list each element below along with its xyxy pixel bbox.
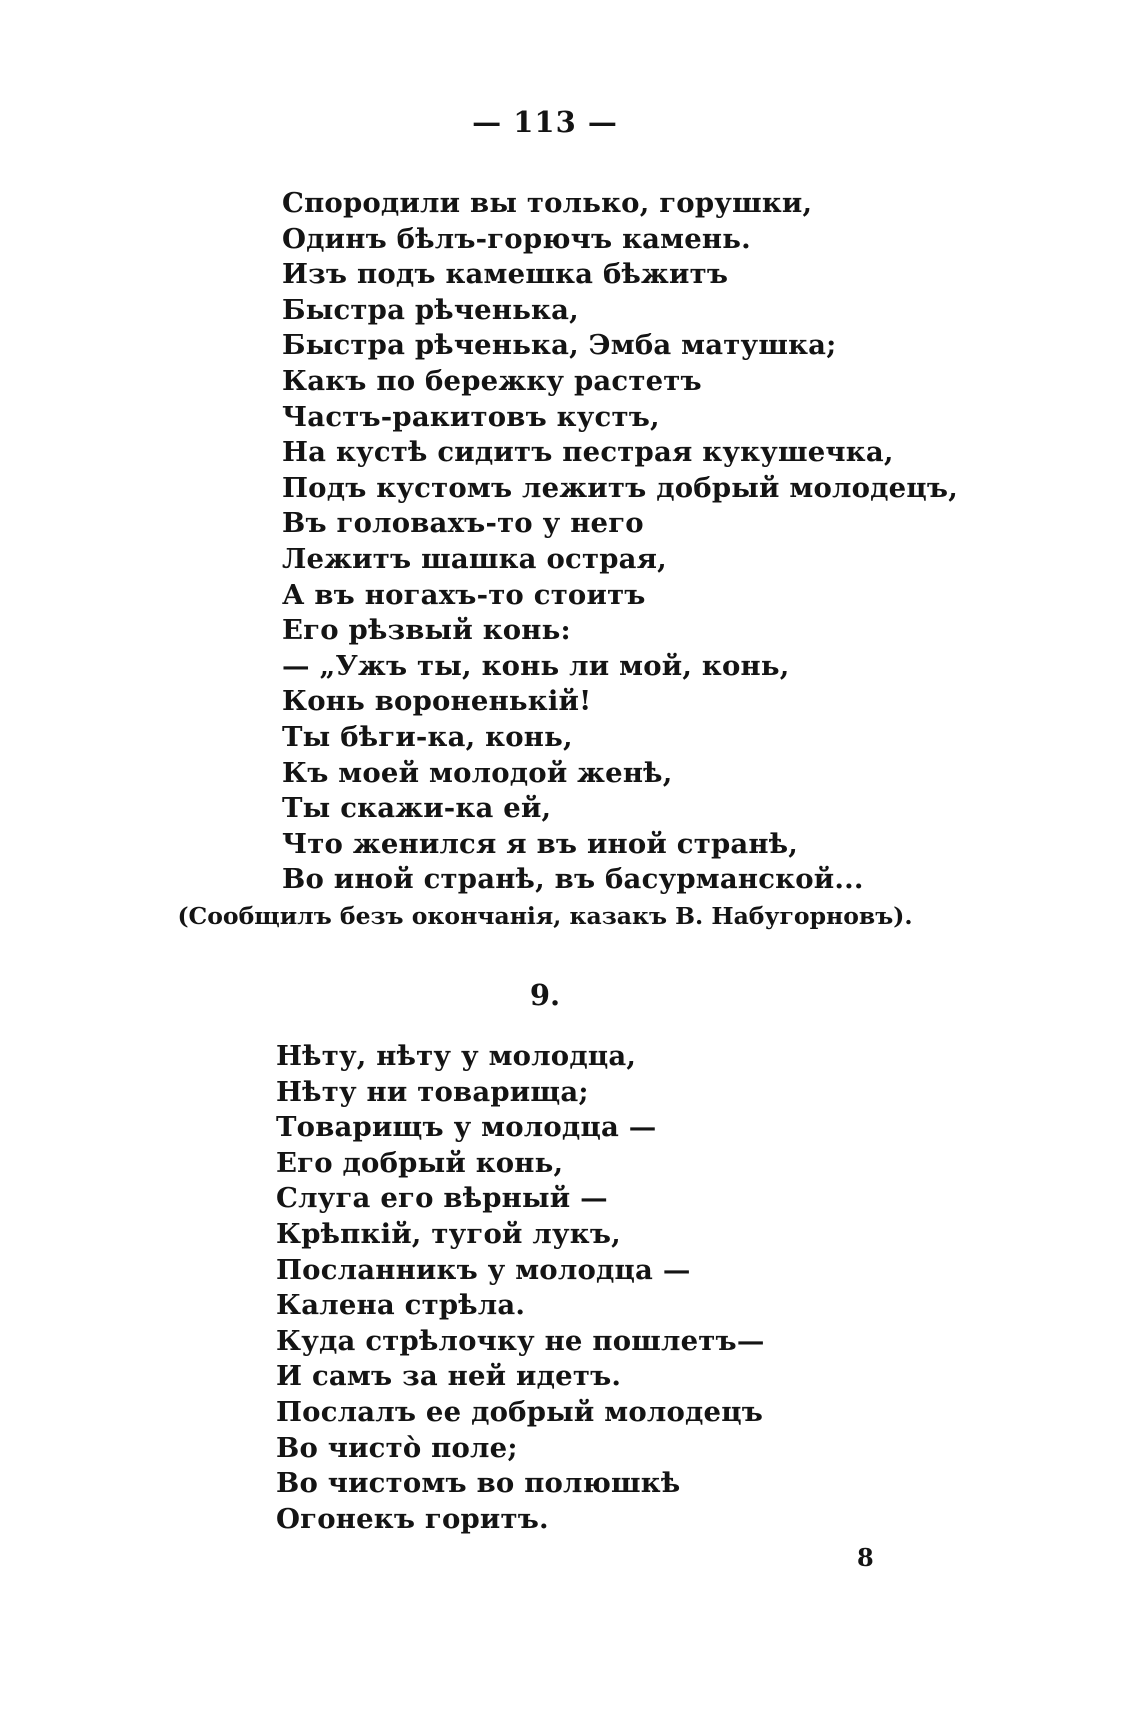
verse-line: Во иной странѣ, въ басурманской... <box>282 863 864 896</box>
page-number: — 113 — <box>472 105 618 139</box>
verse-line: Огонекъ горитъ. <box>276 1502 549 1535</box>
verse-line: Изъ подъ камешка бѣжитъ <box>282 258 729 291</box>
printer-signature-mark: 8 <box>857 1543 874 1572</box>
verse-line: Слуга его вѣрный — <box>276 1182 608 1215</box>
verse-line: Въ головахъ-то у него <box>282 507 644 540</box>
verse-line: — „Ужъ ты, конь ли мой, конь, <box>282 649 790 682</box>
verse-line: Товарищъ у молодца — <box>276 1111 657 1144</box>
verse-line: Калена стрѣла. <box>276 1289 526 1322</box>
song-8-attribution: (Сообщилъ безъ окончанія, казакъ В. Набугорновъ). <box>177 902 913 930</box>
verse-line: Лежитъ шашка острая, <box>282 542 667 575</box>
verse-line: Его добрый конь, <box>276 1146 564 1179</box>
verse-line: Куда стрѣлочку не пошлетъ— <box>276 1324 765 1357</box>
verse-line: Быстра рѣченька, Эмба матушка; <box>282 329 837 362</box>
verse-line: Нѣту, нѣту у молодца, <box>276 1040 637 1072</box>
verse-line: Спородили вы только, горушки, <box>282 187 813 219</box>
verse-line: Подъ кустомъ лежитъ добрый молодецъ, <box>282 471 958 504</box>
verse-line: Нѣту ни товарища; <box>276 1075 589 1108</box>
verse-line: Посланникъ у молодца — <box>276 1253 691 1286</box>
verse-line: Крѣпкій, тугой лукъ, <box>276 1217 621 1250</box>
song-9-number: 9. <box>529 978 561 1012</box>
verse-line: Послалъ ее добрый молодецъ <box>276 1395 764 1428</box>
verse-line: Что женился я въ иной странѣ, <box>282 827 799 860</box>
verse-line: Одинъ бѣлъ-горючъ камень. <box>282 222 751 255</box>
verse-line: Ты бѣги-ка, конь, <box>282 720 573 753</box>
verse-line: А въ ногахъ-то стоитъ <box>282 578 646 611</box>
verse-line: Во чистò поле; <box>276 1431 518 1464</box>
verse-line: Конь вороненькій! <box>282 685 592 718</box>
verse-line: И самъ за ней идетъ. <box>276 1360 622 1393</box>
verse-line: Ты скажи-ка ей, <box>282 792 552 825</box>
song-8-verse <box>282 186 958 898</box>
verse-line: Во чистомъ во полюшкѣ <box>276 1467 681 1500</box>
verse-line: Какъ по бережку растетъ <box>282 364 702 397</box>
verse-line: На кустѣ сидитъ пестрая кукушечка, <box>282 436 894 469</box>
verse-line: Къ моей молодой женѣ, <box>282 756 673 789</box>
verse-line: Быстра рѣченька, <box>282 293 579 326</box>
verse-line: Его рѣзвый конь: <box>282 614 571 647</box>
song-9-verse <box>276 1039 765 1537</box>
verse-line: Частъ-ракитовъ кустъ, <box>282 400 660 433</box>
